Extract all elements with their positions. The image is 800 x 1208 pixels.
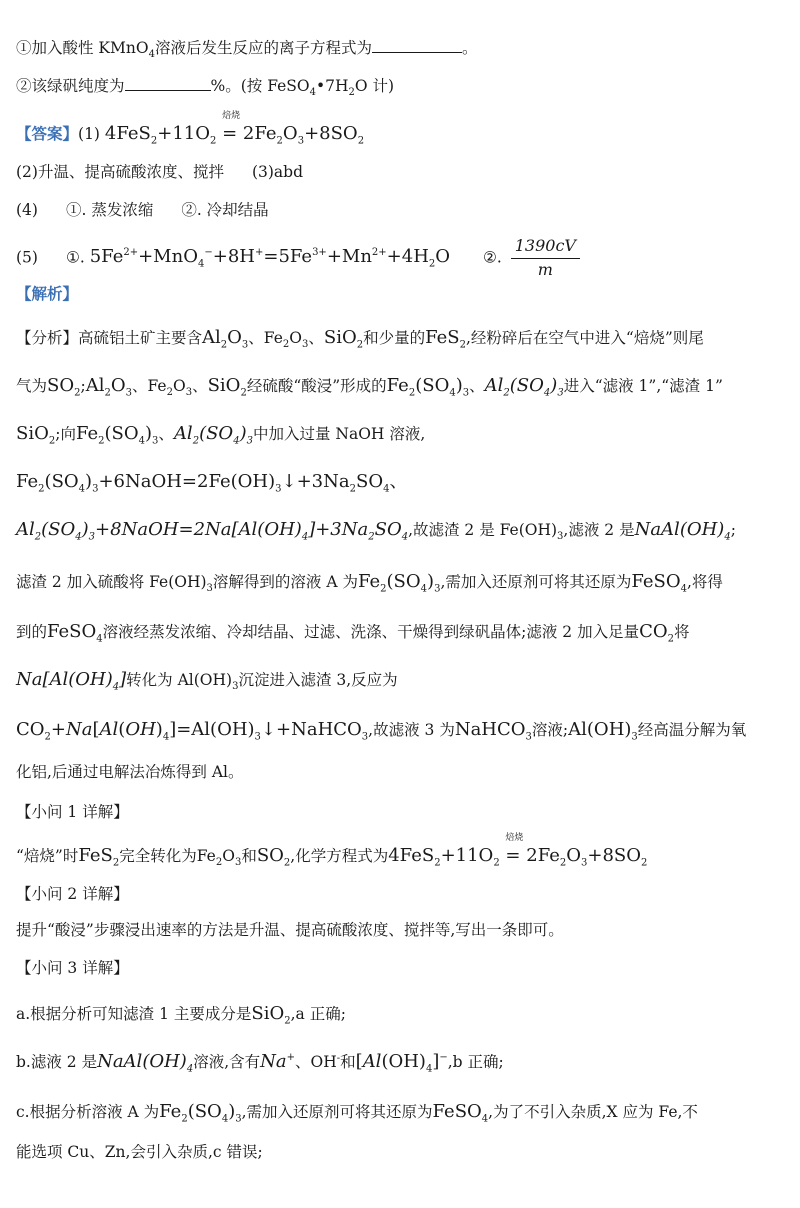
- analysis-line-4: $Fe_2(SO_4)_3+6NaOH=2Fe(OH)_3↓+3Na_2SO_4$、: [16, 471, 408, 495]
- analysis-line-1: 【分析】高硫铝土矿主要含$Al_2O_3$、$Fe_2O_3$、SiO$_2$和少量的FeS$_2$,经粉碎后在空气中进入“焙烧”则尾: [16, 327, 704, 351]
- analysis-line-9: $CO_2+Na[Al(OH)_4]=Al(OH)_3↓+NaHCO_3$,故滤液 3 为NaHCO$_3$溶液$;Al(OH)_3$经高温分解为氧: [16, 719, 747, 743]
- question-2-line: ②该绿矾纯度为 %。(按 $FeSO_4•7H_2O$ 计): [16, 77, 395, 99]
- answer-p4b: ②. 冷却结晶: [181, 201, 269, 219]
- subq3-text-c1: c.根据分析溶液 A 为: [16, 1103, 160, 1121]
- subq1-text-d: ,化学方程式为: [290, 847, 389, 865]
- q1-text-2: 溶液后发生反应的离子方程式为: [154, 39, 372, 57]
- equation-redox: $5Fe^{2+}+MnO_4^-+8H^+=5Fe^{3+}+Mn^{2+}+4H_2O$: [89, 246, 451, 270]
- equation-roasting: $4FeS_2+11O_2$ 焙烧 = $2Fe_2O_3+8SO_2$: [104, 111, 365, 147]
- subq3-text-b4: 和: [340, 1053, 356, 1071]
- analysis-text-7a: 到的: [16, 623, 48, 641]
- analysis-tag-line: [16, 284, 786, 304]
- analysis-text-5b: ,滤液 2 是: [563, 521, 635, 539]
- answer-p3: (3)abd: [251, 163, 304, 181]
- q2-text-2: %。(按 FeSO: [210, 77, 310, 95]
- analysis-text-1c: ,经粉碎后在空气中进入“焙烧”则尾: [466, 329, 704, 347]
- answer-p1: (1): [78, 125, 100, 143]
- analysis-text-1b: 和少量的: [363, 329, 426, 347]
- q1-text: ①加入酸性 KMnO: [16, 39, 149, 57]
- analysis-text-5a: ,故滤渣 2 是 Fe(OH): [408, 521, 558, 539]
- q2-text: ②该绿矾纯度为: [16, 77, 125, 95]
- fraction-numerator: 1390cV: [511, 236, 580, 259]
- analysis-line-7: 到的FeSO$_4$溶液经蒸发浓缩、冷却结晶、过滤、洗涤、干燥得到绿矾晶体;滤液 2 加入足量$CO_2$将: [16, 621, 690, 645]
- analysis-text-6a: 滤渣 2 加入硫酸将 Fe(OH): [16, 573, 207, 591]
- q1-end: 。: [461, 39, 478, 57]
- subq3-text-c4: 能选项 Cu、Zn,会引入杂质,c 错误;: [16, 1143, 263, 1161]
- analysis-text-2a: 气为: [16, 377, 48, 395]
- subq1-text-b: 完全转化为: [119, 847, 197, 865]
- subq3-text-a2: ,a 正确;: [290, 1005, 346, 1023]
- answer-p4: (4): [16, 201, 38, 219]
- subq2-tag: 【小问 2 详解】: [16, 885, 129, 903]
- analysis-tag: 【解析】: [16, 284, 79, 303]
- subq2-text: 提升“酸浸”步骤浸出速率的方法是升温、提高硫酸浓度、搅拌等,写出一条即可。: [16, 921, 564, 939]
- subq1-text-c: 和: [241, 847, 257, 865]
- analysis-text-3b: 中加入过量 NaOH 溶液,: [252, 425, 426, 443]
- fraction-denominator: m: [537, 259, 553, 279]
- subq3-line-a: a.根据分析可知滤渣 1 主要成分是SiO$_2$,a 正确;: [16, 1003, 346, 1027]
- analysis-text-10: 化铝,后通过电解法冶炼得到 Al。: [16, 763, 244, 781]
- answer-p4a: ①. 蒸发浓缩: [65, 201, 154, 219]
- analysis-text-7c: 将: [674, 623, 690, 641]
- q2-text-4: O 计): [354, 77, 395, 95]
- subq1-tag: 【小问 1 详解】: [16, 803, 129, 821]
- analysis-text-9c: 经高温分解为氧: [637, 721, 747, 739]
- analysis-text-2c: 进入“滤液 1”,“滤渣 1”: [563, 377, 723, 395]
- subq3-text-a1: a.根据分析可知滤渣 1 主要成分是: [16, 1005, 252, 1023]
- subq3-line-c: c.根据分析溶液 A 为$Fe_2(SO_4)_3$,需加入还原剂可将其还原为FeSO$_4$,为了不引入杂质,X 应为 Fe,不: [16, 1101, 698, 1125]
- answer-p5: (5): [16, 248, 38, 267]
- purity-fraction: [511, 236, 580, 281]
- analysis-text-3a: ;向: [55, 425, 76, 443]
- analysis-text-7b: 溶液经蒸发浓缩、冷却结晶、过滤、洗涤、干燥得到绿矾晶体;滤液 2 加入足量: [102, 623, 640, 641]
- answer-line-4: [16, 200, 786, 220]
- equation-roasting-2: $4FeS_2+11O_2$ 焙烧 = $2Fe_2O_3+8SO_2$: [388, 833, 648, 869]
- subq1-tag-line: [16, 802, 786, 822]
- analysis-text-8a: 转化为 Al(OH): [126, 671, 233, 689]
- subq2-line: [16, 920, 786, 940]
- analysis-line-3: SiO$_2$;向$Fe_2(SO_4)_3$、$Al_2(SO_4)_3$中加入过量 NaOH 溶液,: [16, 423, 426, 447]
- analysis-text-1a: 【分析】高硫铝土矿主要含: [16, 329, 203, 347]
- analysis-text-8b: 沉淀进入滤渣 3,反应为: [238, 671, 398, 689]
- answer-blank-1: [372, 38, 462, 53]
- analysis-text-9a: ,故滤液 3 为: [368, 721, 455, 739]
- subq3-tag: 【小问 3 详解】: [16, 959, 129, 977]
- subq3-text-c2: ,需加入还原剂可将其还原为: [241, 1103, 433, 1121]
- analysis-line-5: $Al_2(SO_4)_3+8NaOH=2Na[Al(OH)_4]+3Na_2SO_4$,故滤渣 2 是 $Fe(OH)_3$,滤液 2 是$NaAl(OH)_4$;: [16, 519, 736, 543]
- subq3-line-b: b.滤液 2 是$NaAl(OH)_4$溶液,含有Na+、OH-和$[Al(OH)_4]^-,b$ 正确;: [16, 1051, 504, 1075]
- subq3-tag-line: [16, 958, 786, 978]
- analysis-text-6d: ,将得: [687, 573, 723, 591]
- analysis-text-6c: ,需加入还原剂可将其还原为: [440, 573, 632, 591]
- answer-line-5: [16, 236, 786, 281]
- analysis-text-2b: 经硫酸“酸浸”形成的: [246, 377, 387, 395]
- subq3-text-b3: 、OH: [295, 1053, 337, 1071]
- subq1-text-a: “焙烧”时: [16, 847, 79, 865]
- subq3-text-b1: b.滤液 2 是: [16, 1053, 98, 1071]
- analysis-line-2: 气为$SO_2;Al_2O_3$、$Fe_2O_3$、SiO$_2$经硫酸“酸浸”形成的$Fe_2(SO_4)_3$、$Al_2(SO_4)_3$进入“滤液 1”,“滤渣 1”: [16, 375, 723, 399]
- question-1-line: ①加入酸性 KMnO$_4$溶液后发生反应的离子方程式为 。: [16, 39, 478, 61]
- condition-label: 焙烧: [222, 111, 241, 121]
- q2-text-3: •7H: [316, 77, 349, 95]
- subq1-line: “焙烧”时FeS$_2$完全转化为$Fe_2O_3$和$SO_2$,化学方程式为$4FeS_2+11O_2$ 焙烧 = $2Fe_2O_3+8SO_2$: [16, 833, 648, 869]
- answer-p2: (2)升温、提高硫酸浓度、搅拌: [16, 163, 224, 181]
- answer-line-2: [16, 162, 786, 182]
- analysis-line-6: 滤渣 2 加入硫酸将 $Fe(OH)_3$溶解得到的溶液 A 为$Fe_2(SO_4)_3$,需加入还原剂可将其还原为FeSO$_4$,将得: [16, 571, 723, 595]
- subq2-tag-line: [16, 884, 786, 904]
- answer-blank-2: [125, 76, 211, 91]
- answer-tag: 【答案】: [16, 124, 79, 143]
- analysis-line-10: [16, 762, 786, 782]
- answer-p5a: ①.: [65, 248, 85, 267]
- answer-p5b: ②.: [482, 248, 502, 267]
- analysis-line-8: $Na[Al(OH)_4]$转化为 $Al(OH)_3$沉淀进入滤渣 3,反应为: [16, 669, 398, 693]
- subq3-line-c2: [16, 1142, 786, 1162]
- subq3-text-b5: ,b 正确;: [447, 1053, 504, 1071]
- analysis-text-6b: 溶解得到的溶液 A 为: [212, 573, 358, 591]
- subq3-text-c3: ,为了不引入杂质,X 应为 Fe,不: [488, 1103, 698, 1121]
- condition-label-2: 焙烧: [505, 833, 524, 843]
- answer-line-1: [16, 111, 786, 147]
- analysis-text-9b: 溶液;: [531, 721, 569, 739]
- subq3-text-b2: 溶液,含有: [193, 1053, 261, 1071]
